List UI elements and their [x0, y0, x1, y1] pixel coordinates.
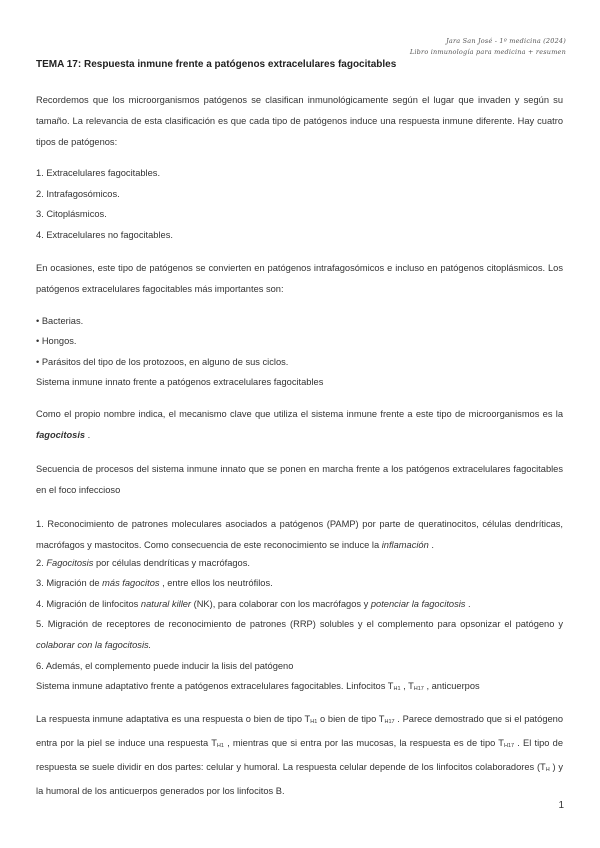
- emphasis-fagocitosis: fagocitosis: [36, 430, 86, 440]
- handwritten-header-line1: Jara San José - 1º medicina (2024): [446, 37, 566, 45]
- step-6: 6. Además, el complemento puede inducir la lisis del patógeno: [36, 661, 294, 671]
- list-item: 1. Extracelulares fagocitables.: [36, 168, 161, 178]
- section-heading-innate: Sistema inmune innato frente a patógenos extracelulares fagocitables: [36, 377, 324, 387]
- step-4: 4. Migración de linfocitos natural killer (NK), para colaborar con los macrófagos y potenciar la fagocitosis .: [36, 599, 471, 609]
- step-3: 3. Migración de más fagocitos , entre ellos los neutrófilos.: [36, 578, 273, 588]
- bullet-item: • Parásitos del tipo de los protozoos, en alguno de sus ciclos.: [36, 357, 289, 367]
- bullet-item: • Hongos.: [36, 336, 77, 346]
- paragraph-5: La respuesta inmune adaptativa es una respuesta o bien de tipo $T_{H1}$ o bien de tipo $T_{H17}$ . Parece demostrado que si el patógeno entra por la piel se induce una respuesta $T_{H1}$ , mientras que si entra por las mucosas, la respuesta es de tipo $T_{H17}$ . El tipo de respuesta se suele dividir en dos partes: celular y humoral. La respuesta celular depende de los linfocitos colaboradores ($T_H$ ) y la humoral de los anticuerpos generados por los linfocitos B.: [36, 714, 563, 796]
- page-number: 1: [558, 800, 564, 811]
- list-item: 3. Citoplásmicos.: [36, 209, 107, 219]
- handwritten-header-line2: Libro inmunología para medicina + resumen: [409, 48, 566, 56]
- list-item: 2. Intrafagosómicos.: [36, 189, 120, 199]
- page-title: TEMA 17: Respuesta inmune frente a patógenos extracelulares fagocitables: [36, 59, 397, 70]
- bullet-item: • Bacterias.: [36, 316, 84, 326]
- intro-paragraph: Recordemos que los microorganismos patógenos se clasifican inmunológicamente según el lugar que invaden y según su tamaño. La relevancia de esta clasificación es que cada tipo de patógenos induce una respuesta inmune diferente. Hay cuatro tipos de patógenos:: [36, 95, 563, 147]
- step-1: 1. Reconocimiento de patrones moleculares asociados a patógenos (PAMP) por parte de queratinocitos, células dendríticas, macrófagos y mastocitos. Como consecuencia de este reconocimiento se induce la inflamación .: [36, 519, 563, 550]
- paragraph-4: Secuencia de procesos del sistema inmune innato que se ponen en marcha frente a los patógenos extracelulares fagocitables en el foco infeccioso: [36, 464, 563, 495]
- step-2: 2. Fagocitosis por células dendríticas y macrófagos.: [36, 558, 250, 568]
- section-heading-adaptive: Sistema inmune adaptativo frente a patógenos extracelulares fagocitables. Linfocitos $T_{H1}$ , $T_{H17}$ , anticuerpos: [36, 681, 480, 692]
- step-5: 5. Migración de receptores de reconocimiento de patrones (RRP) solubles y el complemento para opsonizar el patógeno y colaborar con la fagocitosis.: [36, 619, 563, 650]
- paragraph-2: En ocasiones, este tipo de patógenos se convierten en patógenos intrafagosómicos e incluso en patógenos citoplásmicos. Los patógenos extracelulares fagocitables más importantes son:: [36, 263, 563, 294]
- list-item: 4. Extracelulares no fagocitables.: [36, 230, 173, 240]
- paragraph-3: Como el propio nombre indica, el mecanismo clave que utiliza el sistema inmune frente a este tipo de microorganismos es la fagocitosis .: [36, 409, 563, 440]
